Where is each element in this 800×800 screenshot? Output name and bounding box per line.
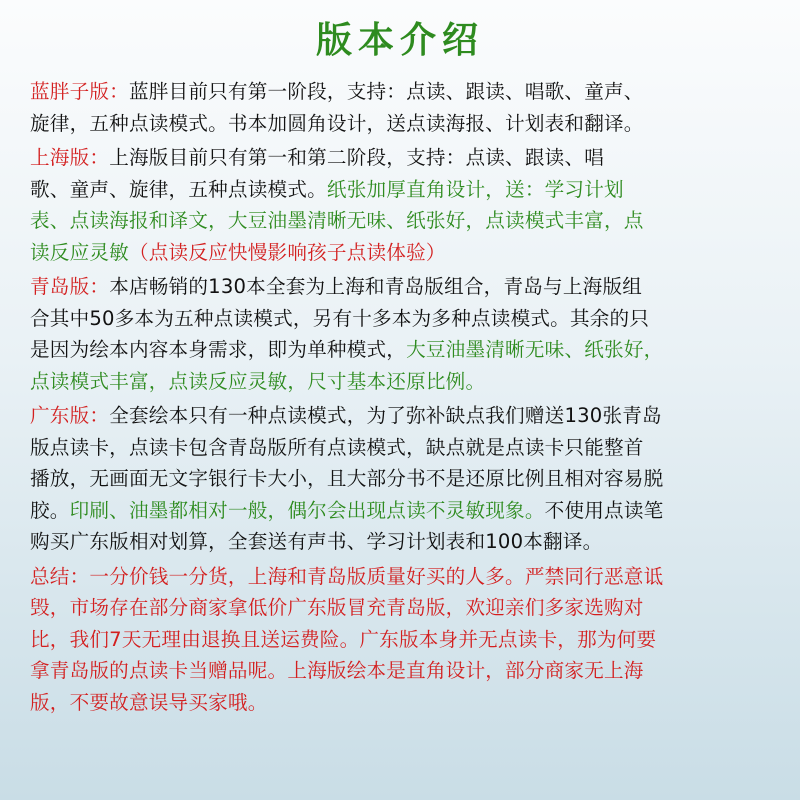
text-segment: 广东版： (30, 404, 110, 427)
text-line (30, 334, 780, 366)
text-segment: 不使用点读笔 (544, 498, 664, 522)
text-line (30, 655, 780, 687)
text-segment: 合其中50多本为五种点读模式，另有十多本为多种点读模式。其余的只 (30, 306, 650, 330)
text-segment: 上海版： (30, 146, 110, 169)
text-segment: 歌、童声、旋律，五种点读模式。 (30, 177, 327, 201)
text-line (30, 561, 780, 593)
text-line (30, 526, 780, 558)
text-line (30, 495, 780, 527)
text-segment: 版点读卡，点读卡包含青岛版所有点读模式，缺点就是点读卡只能整首 (30, 435, 644, 459)
text-line (30, 400, 780, 432)
text-line (30, 108, 780, 140)
text-line (30, 76, 780, 108)
text-segment: 比，我们7天无理由退换且送运费险。广东版本身并无点读卡，那为何要 (30, 627, 657, 651)
text-segment: 读反应灵敏 (30, 240, 129, 264)
text-line (30, 174, 780, 206)
text-segment: 上海版目前只有第一和第二阶段，支持：点读、跟读、唱 (109, 146, 605, 169)
text-segment: 拿青岛版的点读卡当赠品呢。上海版绘本是直角设计，部分商家无上海 (30, 659, 644, 682)
text-segment: 全套绘本只有一种点读模式，为了弥补缺点我们赠送130张青岛 (109, 404, 662, 427)
text-line (30, 205, 780, 237)
text-segment: 播放，无画面无文字银行卡大小，且大部分书不是还原比例且相对容易脱 (30, 467, 664, 490)
text-segment: 大豆油墨清晰无味、纸张好， (406, 338, 664, 361)
text-line (30, 624, 780, 656)
text-segment: 表、点读海报和译文，大豆油墨清晰无味、纸张好，点读模式丰富，点 (30, 209, 644, 232)
text-line (30, 366, 780, 398)
text-line (30, 303, 780, 335)
text-line (30, 687, 780, 719)
text-segment: 纸张加厚直角设计，送：学习计划 (326, 177, 624, 201)
page-title: 版本介绍 (315, 20, 484, 61)
text-segment: 版，不要故意误导买家哦。 (30, 690, 268, 714)
text-segment: 总结：一分价钱一分货，上海和青岛版质量好买的人多。严禁同行恶意诋 (30, 564, 664, 588)
text-segment: 印刷、油墨都相对一般，偶尔会出现点读不灵敏现象。 (69, 498, 545, 522)
text-line (30, 463, 780, 495)
text-segment: 点读模式丰富，点读反应灵敏，尺寸基本还原比例。 (30, 369, 486, 393)
section-guangdong (30, 400, 780, 558)
text-segment: 本店畅销的130本全套为上海和青岛版组合，青岛与上海版组 (109, 275, 643, 298)
text-segment: 购买广东版相对划算，全套送有声书、学习计划表和100本翻译。 (30, 530, 603, 553)
section-lanpangzi (30, 76, 780, 139)
section-qingdao (30, 271, 780, 397)
section-summary (30, 561, 780, 719)
text-segment: 毁，市场存在部分商家拿低价广东版冒充青岛版，欢迎亲们多家选购对 (30, 596, 644, 619)
text-segment: 蓝胖子版： (30, 80, 129, 103)
text-line (30, 142, 780, 174)
text-line (30, 271, 780, 303)
section-shanghai (30, 142, 780, 268)
text-line (30, 432, 780, 464)
text-line (30, 237, 780, 269)
text-segment: 青岛版： (30, 275, 110, 298)
text-segment: （点读反应快慢影响孩子点读体验） (128, 240, 446, 264)
text-segment: 是因为绘本内容本身需求，即为单种模式， (30, 338, 407, 361)
text-segment: 蓝胖目前只有第一阶段，支持：点读、跟读、唱歌、童声、 (128, 80, 644, 103)
text-line (30, 592, 780, 624)
text-segment: 旋律，五种点读模式。书本加圆角设计，送点读海报、计划表和翻译。 (30, 111, 644, 135)
version-description (30, 76, 780, 721)
text-segment: 胶。 (30, 498, 70, 522)
